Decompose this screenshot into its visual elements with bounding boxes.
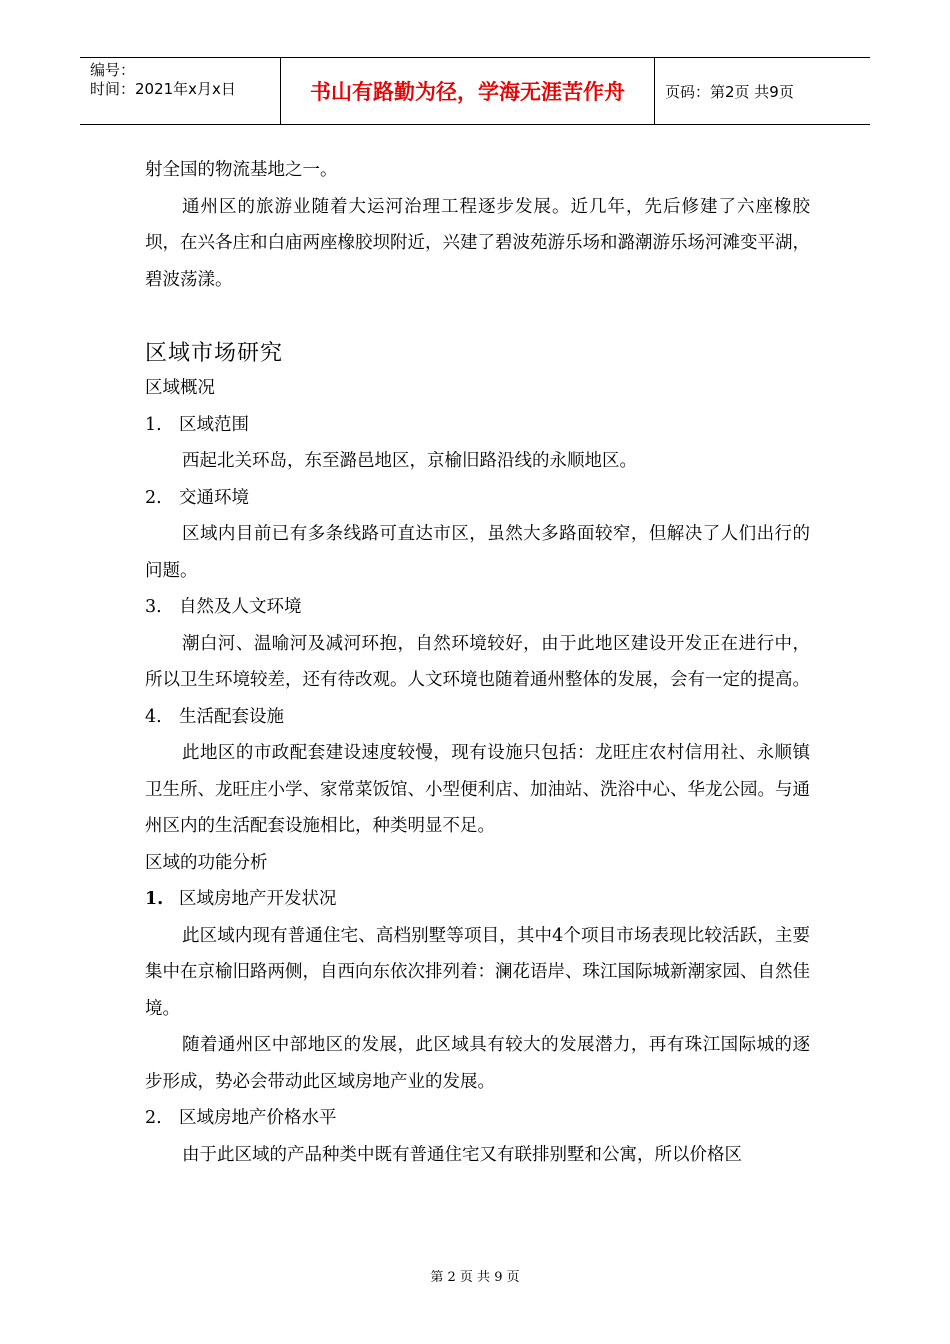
paragraph: 潮白河、温喻河及减河环抱，自然环境较好，由于此地区建设开发正在进行中，所以卫生环境较差，还有待改观。人文环境也随着通州整体的发展，会有一定的提高。 <box>145 633 810 690</box>
paragraph: 由于此区域的产品种类中既有普通住宅又有联排别墅和公寓，所以价格区 <box>182 1144 742 1165</box>
paragraph: 此地区的市政配套建设速度较慢，现有设施只包括：龙旺庄农村信用社、永顺镇卫生所、龙旺庄小学、家常菜饭馆、小型便利店、加油站、洗浴中心、华龙公园。与通州区内的生活配套设施相比，种类明显不足。 <box>145 743 810 836</box>
document-date: 时间：2021年x月x日 <box>90 80 236 98</box>
list-item <box>145 1100 810 1137</box>
page-footer: 第 2 页 共 9 页 <box>430 1270 520 1285</box>
subsection-title: 区域概况 <box>145 378 215 398</box>
paragraph: 西起北关环岛，东至潞邑地区，京榆旧路沿线的永顺地区。 <box>182 451 637 471</box>
list-item-title: 区域范围 <box>179 414 249 435</box>
paragraph: 通州区的旅游业随着大运河治理工程逐步发展。近几年，先后修建了六座橡胶坝，在兴各庄和白庙两座橡胶坝附近，兴建了碧波苑游乐场和潞潮游乐场河滩变平湖，碧波荡漾。 <box>145 196 810 290</box>
list-item <box>145 480 810 517</box>
paragraph: 随着通州区中部地区的发展，此区域具有较大的发展潜力，再有珠江国际城的逐步形成，势必会带动此区域房地产业的发展。 <box>145 1035 810 1092</box>
list-item-title: 区域房地产价格水平 <box>179 1108 337 1128</box>
document-header <box>80 57 870 125</box>
list-number: 1. <box>145 414 162 435</box>
subsection-title: 区域的功能分析 <box>145 852 268 873</box>
list-number: 2. <box>145 487 162 508</box>
list-item-title: 生活配套设施 <box>179 706 284 727</box>
list-item-title: 自然及人文环境 <box>179 597 302 617</box>
document-body <box>145 152 810 1173</box>
header-meta <box>80 58 281 124</box>
list-item <box>145 881 810 918</box>
section-title: 区域市场研究 <box>145 341 284 366</box>
paragraph: 射全国的物流基地之一。 <box>145 160 338 180</box>
list-item-title: 区域房地产开发状况 <box>179 889 337 909</box>
list-number: 2. <box>145 1108 162 1128</box>
list-number: 3. <box>145 597 162 617</box>
list-item <box>145 699 810 736</box>
paragraph: 此区域内现有普通住宅、高档别墅等项目，其中4个项目市场表现比较活跃，主要集中在京榆旧路两侧，自西向东依次排列着：澜花语岸、珠江国际城新潮家园、自然佳境。 <box>145 925 810 1019</box>
paragraph: 区域内目前已有多条线路可直达市区，虽然大多路面较窄，但解决了人们出行的问题。 <box>145 524 810 581</box>
header-motto: 书山有路勤为径，学海无涯苦作舟 <box>281 58 655 124</box>
list-number: 4. <box>145 706 162 727</box>
list-item-title: 交通环境 <box>179 487 249 508</box>
list-item <box>145 589 810 626</box>
header-page-info: 页码：第2页 共9页 <box>665 82 794 101</box>
list-item <box>145 407 810 444</box>
list-number: 1. <box>145 889 164 909</box>
document-number-label: 编号： <box>90 61 136 79</box>
